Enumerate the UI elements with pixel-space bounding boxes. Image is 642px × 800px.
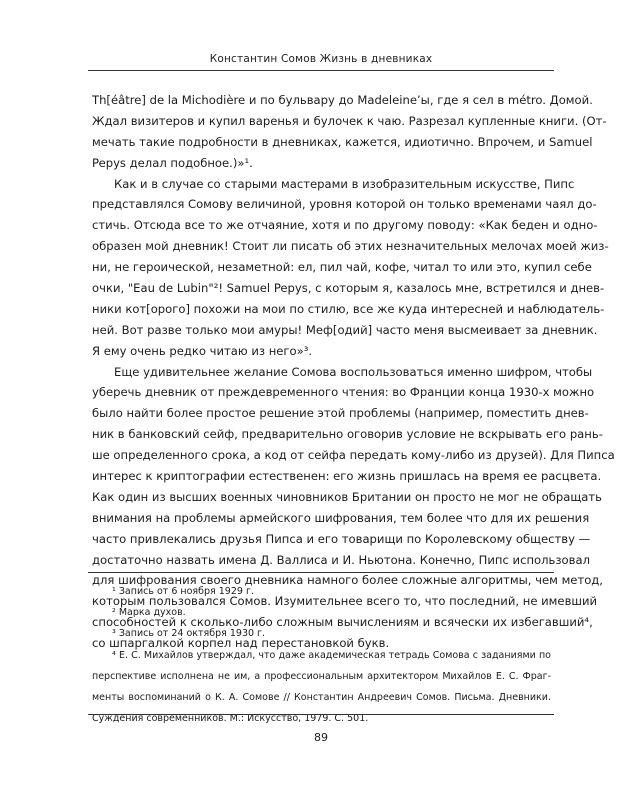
footnote-4-line: менты воспоминаний о К. А. Сомове // Константин Андреевич Сомов. Письма. Дневники. <box>92 691 551 703</box>
text-line: мечать такие подробности в дневниках, кажется, идиотично. Впрочем, и Samuel <box>92 134 593 149</box>
paragraph-1 <box>92 90 607 174</box>
footnote-separator <box>88 572 554 573</box>
footnote-2: ² Марка духов. <box>112 607 186 619</box>
text-line: со шпаргалкой корпел над перестановкой букв. <box>92 636 390 651</box>
text-line: уберечь дневник от преждевременного чтения: во Франции конца 1930-х можно <box>92 385 595 400</box>
running-head: Константин Сомов Жизнь в дневниках <box>209 53 433 65</box>
text-line: Ждал визитеров и купил варенья и булочек к чаю. Разрезал купленные книги. (От- <box>92 113 607 128</box>
text-line: было найти более простое решение этой проблемы (например, поместить днев- <box>92 406 589 421</box>
text-line: ники кот[орого] похожи на мои по стилю, все же куда интересней и наблюдатель- <box>92 301 605 316</box>
page-number: 89 <box>314 731 328 744</box>
text-line: которым пользовался Сомов. Изумительнее всего то, что последний, не имевший <box>92 594 598 609</box>
footer-rule <box>88 714 554 715</box>
text-line: способностей к сколько-либо сложным вычислениям и всячески их избегавший⁴, <box>92 615 593 630</box>
footnote-4-line: перспективе исполнена не им, а профессиональным архитектором Михайлов Е. С. Фраг- <box>92 670 551 682</box>
text-line: ни, не героической, незаметной: ел, пил чай, кофе, читал то или это, купил себе <box>92 260 592 275</box>
paragraph-2 <box>92 174 609 362</box>
text-line: Как и в случае со старыми мастерами в изобразительным искусстве, Пипс <box>114 176 575 191</box>
main-text <box>92 90 615 654</box>
text-line: для шифрования своего дневника намного более сложные алгоритмы, чем метод, <box>92 573 603 588</box>
text-line: Как один из высших военных чиновников Британии он просто не мог не обращать <box>92 489 602 504</box>
text-line: очки, "Eau de Lubin"²! Samuel Pepys, с которым я, казалось мне, встретился и днев- <box>92 281 605 296</box>
text-line: достаточно назвать имена Д. Валлиса и И. Ньютона. Конечно, Пипс использовал <box>92 552 590 567</box>
text-line: часто привлекались друзья Пипса и его товарищи по Королевскому обществу — <box>92 531 591 546</box>
text-line: ник в банковский сейф, предварительно оговорив условие не вскрывать его рань- <box>92 427 603 442</box>
text-line: образен мой дневник! Стоит ли писать об этих незначительных мелочах моей жиз- <box>92 239 609 254</box>
footnote-4-line: ⁴ Е. С. Михайлов утверждал, что даже академическая тетрадь Сомова с заданиями по <box>112 649 551 661</box>
text-line: ше определенного срока, а код от сейфа передать кому-либо из друзей). Для Пипса <box>92 448 615 463</box>
text-line: представлялся Сомову величиной, уровня которой он только временами чаял до- <box>92 197 597 212</box>
footnote-1: ¹ Запись от 6 ноября 1929 г. <box>112 586 254 597</box>
footnotes <box>92 581 598 729</box>
text-line: стичь. Отсюда все то же отчаяние, хотя и по другому поводу: «Как беден и одно- <box>92 218 598 233</box>
header-rule <box>88 70 554 71</box>
text-line: интерес к криптографии естественен: его жизнь пришлась на время ее расцвета. <box>92 469 602 484</box>
footnote-4-line: Суждения современников. М.: Искусство, 1979. С. 501. <box>92 713 369 725</box>
text-line: Pepys делал подобное.)»¹. <box>92 155 253 170</box>
text-line: ней. Вот разве только мои амуры! Меф[одий] часто меня высмеивает за дневник. <box>92 322 598 337</box>
text-line: Еще удивительнее желание Сомова воспользоваться именно шифром, чтобы <box>114 364 593 379</box>
text-line: Я ему очень редко читаю из него»³. <box>92 343 313 358</box>
text-line: Th[éâtre] de la Michodière и по бульвару до Madeleine’ы, где я сел в métro. Домой. <box>92 93 593 107</box>
footnote-3: ³ Запись от 24 октября 1930 г. <box>112 628 266 640</box>
text-line: внимания на проблемы армейского шифрования, тем более что для их решения <box>92 510 590 525</box>
